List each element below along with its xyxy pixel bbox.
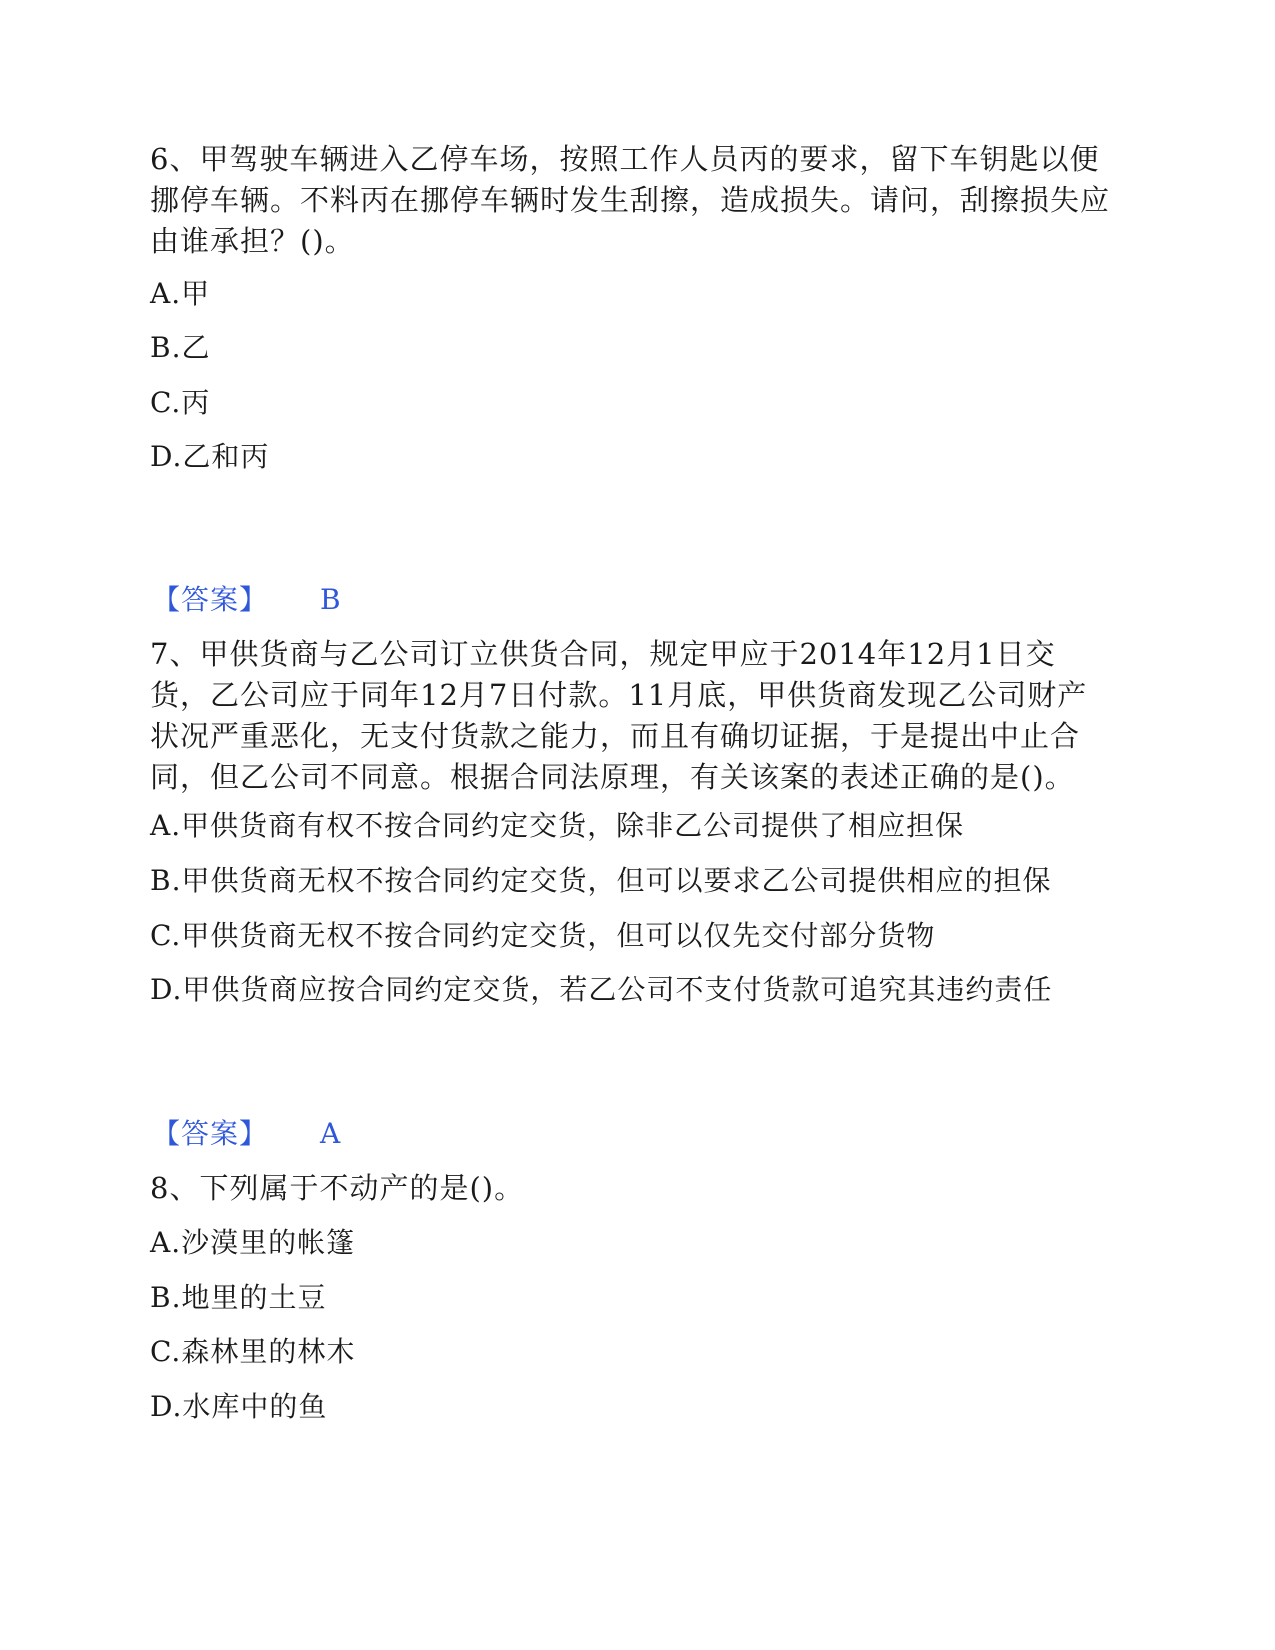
question-6-option-d: D.乙和丙 [150,440,270,473]
question-7-option-b: B.甲供货商无权不按合同约定交货，但可以要求乙公司提供相应的担保 [150,864,1052,897]
question-6-stem: 6、甲驾驶车辆进入乙停车场，按照工作人员丙的要求，留下车钥匙以便挪停车辆。不料丙在挪停车辆时发生刮擦，造成损失。请问，刮擦损失应由谁承担？()。 [150,142,1111,258]
answer-value: B [320,583,341,616]
answer-label: 【答案】 [152,1117,269,1150]
question-7-option-d: D.甲供货商应按合同约定交货，若乙公司不支付货款可追究其违约责任 [150,973,1053,1006]
answer-label: 【答案】 [152,583,269,616]
question-6-option-b: B.乙 [150,331,211,364]
question-6-answer [152,582,341,618]
question-8-option-d: D.水库中的鱼 [150,1390,328,1423]
question-7-option-a: A.甲供货商有权不按合同约定交货，除非乙公司提供了相应担保 [150,809,965,842]
question-8-stem: 8、下列属于不动产的是()。 [150,1171,525,1205]
question-6-option-a: A.甲 [150,277,211,310]
question-7-stem: 7、甲供货商与乙公司订立供货合同，规定甲应于2014年12月1日交货，乙公司应于同年12月7日付款。11月底，甲供货商发现乙公司财产状况严重恶化，无支付货款之能力，而且有确切证据，于是提出中止合同，但乙公司不同意。根据合同法原理，有关该案的表述正确的是()。 [150,637,1088,794]
question-8-option-b: B.地里的土豆 [150,1281,327,1314]
answer-value: A [320,1117,341,1150]
question-6-option-c: C.丙 [150,386,211,419]
question-7-answer [152,1116,340,1152]
question-8-option-a: A.沙漠里的帐篷 [150,1226,356,1259]
question-7-option-c: C.甲供货商无权不按合同约定交货，但可以仅先交付部分货物 [150,919,936,952]
question-8-option-c: C.森林里的林木 [150,1335,356,1368]
